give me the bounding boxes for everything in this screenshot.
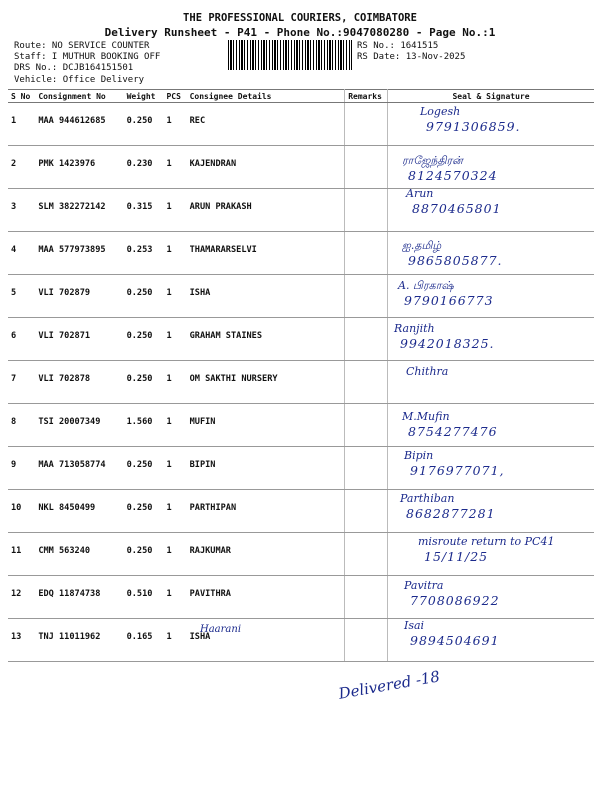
delivered-note: Delivered -18 — [337, 667, 442, 703]
table-row — [8, 404, 594, 447]
cell-pcs: 1 — [163, 103, 186, 146]
handwritten-note: Haarani — [200, 624, 242, 635]
col-header-sno: S No — [8, 90, 35, 103]
cell-sno: 5 — [8, 275, 35, 318]
cell-remarks — [345, 189, 388, 232]
cell-consignment: VLI 702871 — [35, 318, 123, 361]
col-header-pcs: PCS — [163, 90, 186, 103]
signature-text: misroute return to PC41 — [418, 535, 555, 549]
col-header-consignment: Consignment No — [35, 90, 123, 103]
signature-phone: 9176977071, — [410, 462, 505, 478]
cell-weight: 0.315 — [124, 189, 164, 232]
signature-text: Isai — [404, 619, 425, 632]
cell-consignment: PMK 1423976 — [35, 146, 123, 189]
cell-weight: 1.560 — [124, 404, 164, 447]
signature-text: Parthiban — [400, 491, 455, 505]
table-row — [8, 103, 594, 146]
cell-consignee: OM SAKTHI NURSERY — [187, 361, 345, 404]
cell-weight: 0.250 — [124, 533, 164, 576]
cell-consignee: KAJENDRAN — [187, 146, 345, 189]
table-row — [8, 318, 594, 361]
cell-weight: 0.250 — [124, 318, 164, 361]
cell-consignee: ISHA — [187, 275, 345, 318]
cell-signature — [388, 404, 595, 447]
cell-remarks — [345, 533, 388, 576]
signature-phone: 9894504691 — [410, 633, 500, 648]
signature-phone: 9791306859. — [426, 118, 521, 134]
rs-date: RS Date: 13-Nov-2025 — [357, 52, 466, 63]
cell-consignment: MAA 713058774 — [35, 447, 123, 490]
barcode-image — [228, 40, 352, 70]
rs-number: RS No.: 1641515 — [357, 41, 439, 51]
meta-left — [14, 41, 160, 86]
cell-signature — [388, 318, 595, 361]
signature-phone: 9865805877. — [408, 253, 503, 269]
staff-line: Staff: I MUTHUR BOOKING OFF — [14, 52, 161, 63]
drs-line: DRS No.: DCJB164151501 — [14, 63, 134, 74]
cell-consignee: MUFIN — [187, 404, 345, 447]
table-row — [8, 361, 594, 404]
signature-phone: 8754277476 — [408, 424, 498, 440]
cell-consignment: TNJ 11011962 — [35, 619, 123, 662]
cell-weight: 0.250 — [124, 361, 164, 404]
table-header-row — [8, 90, 594, 103]
route-line: Route: NO SERVICE COUNTER — [14, 41, 150, 51]
table-row — [8, 576, 594, 619]
cell-weight: 0.230 — [124, 146, 164, 189]
cell-consignee: RAJKUMAR — [187, 533, 345, 576]
meta-right — [357, 41, 465, 63]
cell-sno: 12 — [8, 576, 35, 619]
cell-weight: 0.253 — [124, 232, 164, 275]
cell-consignment: CMM 563240 — [35, 533, 123, 576]
table-row — [8, 146, 594, 189]
cell-consignee: PARTHIPAN — [187, 490, 345, 533]
cell-pcs: 1 — [163, 275, 186, 318]
cell-pcs: 1 — [163, 189, 186, 232]
cell-weight: 0.250 — [124, 275, 164, 318]
cell-signature — [388, 189, 595, 232]
cell-sno: 10 — [8, 490, 35, 533]
signature-phone: 15/11/25 — [424, 549, 489, 565]
table-row — [8, 619, 594, 662]
cell-sno: 2 — [8, 146, 35, 189]
cell-consignment: MAA 577973895 — [35, 232, 123, 275]
cell-signature — [388, 361, 595, 404]
cell-consignee: GRAHAM STAINES — [187, 318, 345, 361]
cell-sno: 3 — [8, 189, 35, 232]
table-row — [8, 189, 594, 232]
table-row — [8, 232, 594, 275]
cell-consignee: ARUN PRAKASH — [187, 189, 345, 232]
cell-consignment: VLI 702878 — [35, 361, 123, 404]
cell-remarks — [345, 103, 388, 146]
runsheet-table — [8, 89, 594, 662]
cell-consignment: NKL 8450499 — [35, 490, 123, 533]
cell-remarks — [345, 361, 388, 404]
cell-remarks — [345, 490, 388, 533]
signature-text: Bipin — [404, 448, 434, 462]
signature-phone: 8870465801 — [412, 201, 502, 217]
cell-pcs: 1 — [163, 490, 186, 533]
cell-pcs: 1 — [163, 619, 186, 662]
cell-pcs: 1 — [163, 318, 186, 361]
signature-text: ராஜேந்திரன் — [402, 154, 463, 167]
signature-text: M.Mufin — [402, 410, 450, 424]
cell-signature — [388, 576, 595, 619]
signature-phone: 8682877281 — [406, 505, 496, 521]
cell-consignee: REC — [187, 103, 345, 146]
col-header-consignee: Consignee Details — [187, 90, 345, 103]
table-row — [8, 490, 594, 533]
company-title: THE PROFESSIONAL COURIERS, COIMBATORE — [183, 12, 417, 24]
cell-consignment: EDQ 11874738 — [35, 576, 123, 619]
cell-sno: 11 — [8, 533, 35, 576]
col-header-weight: Weight — [124, 90, 164, 103]
cell-consignment: MAA 944612685 — [35, 103, 123, 146]
signature-text: Arun — [406, 187, 434, 201]
cell-sno: 9 — [8, 447, 35, 490]
cell-signature — [388, 490, 595, 533]
signature-phone: 7708086922 — [410, 593, 500, 609]
cell-signature — [388, 275, 595, 318]
cell-consignee: BIPIN — [187, 447, 345, 490]
signature-text: Chithra — [406, 365, 449, 378]
cell-remarks — [345, 275, 388, 318]
cell-weight: 0.250 — [124, 103, 164, 146]
cell-remarks — [345, 404, 388, 447]
cell-signature — [388, 146, 595, 189]
signature-text: ஐ.தமிழ் — [402, 239, 442, 253]
cell-signature — [388, 232, 595, 275]
signature-text: Logesh — [420, 104, 461, 118]
cell-consignment: SLM 382272142 — [35, 189, 123, 232]
cell-remarks — [345, 232, 388, 275]
cell-remarks — [345, 318, 388, 361]
cell-pcs: 1 — [163, 447, 186, 490]
cell-sno: 6 — [8, 318, 35, 361]
cell-signature — [388, 103, 595, 146]
cell-remarks — [345, 619, 388, 662]
cell-sno: 1 — [8, 103, 35, 146]
cell-signature — [388, 447, 595, 490]
signature-phone: 9790166773 — [404, 293, 494, 308]
cell-sno: 8 — [8, 404, 35, 447]
cell-pcs: 1 — [163, 576, 186, 619]
cell-sno: 4 — [8, 232, 35, 275]
cell-weight: 0.510 — [124, 576, 164, 619]
cell-weight: 0.165 — [124, 619, 164, 662]
cell-weight: 0.250 — [124, 490, 164, 533]
table-row — [8, 275, 594, 318]
cell-pcs: 1 — [163, 232, 186, 275]
signature-phone: 8124570324 — [408, 168, 498, 183]
cell-consignee: THAMARARSELVI — [187, 232, 345, 275]
cell-weight: 0.250 — [124, 447, 164, 490]
cell-signature — [388, 619, 595, 662]
cell-signature — [388, 533, 595, 576]
cell-consignment: TSI 20007349 — [35, 404, 123, 447]
cell-pcs: 1 — [163, 361, 186, 404]
cell-remarks — [345, 576, 388, 619]
cell-consignee: ISHA — [187, 619, 345, 662]
cell-pcs: 1 — [163, 404, 186, 447]
cell-pcs: 1 — [163, 146, 186, 189]
table-row — [8, 533, 594, 576]
col-header-signature: Seal & Signature — [388, 90, 595, 103]
signature-text: A. பிரகாஷ் — [398, 279, 454, 292]
cell-remarks — [345, 447, 388, 490]
cell-consignee: PAVITHRA — [187, 576, 345, 619]
cell-consignment: VLI 702879 — [35, 275, 123, 318]
table-row — [8, 447, 594, 490]
signature-text: Ranjith — [394, 322, 435, 335]
cell-sno: 13 — [8, 619, 35, 662]
cell-sno: 7 — [8, 361, 35, 404]
cell-remarks — [345, 146, 388, 189]
vehicle-line: Vehicle: Office Delivery — [14, 74, 145, 85]
col-header-remarks: Remarks — [345, 90, 388, 103]
signature-phone: 9942018325. — [400, 336, 495, 351]
runsheet-title: Delivery Runsheet - P41 - Phone No.:9047080280 - Page No.:1 — [104, 26, 496, 39]
signature-text: Pavitra — [404, 579, 444, 593]
cell-pcs: 1 — [163, 533, 186, 576]
